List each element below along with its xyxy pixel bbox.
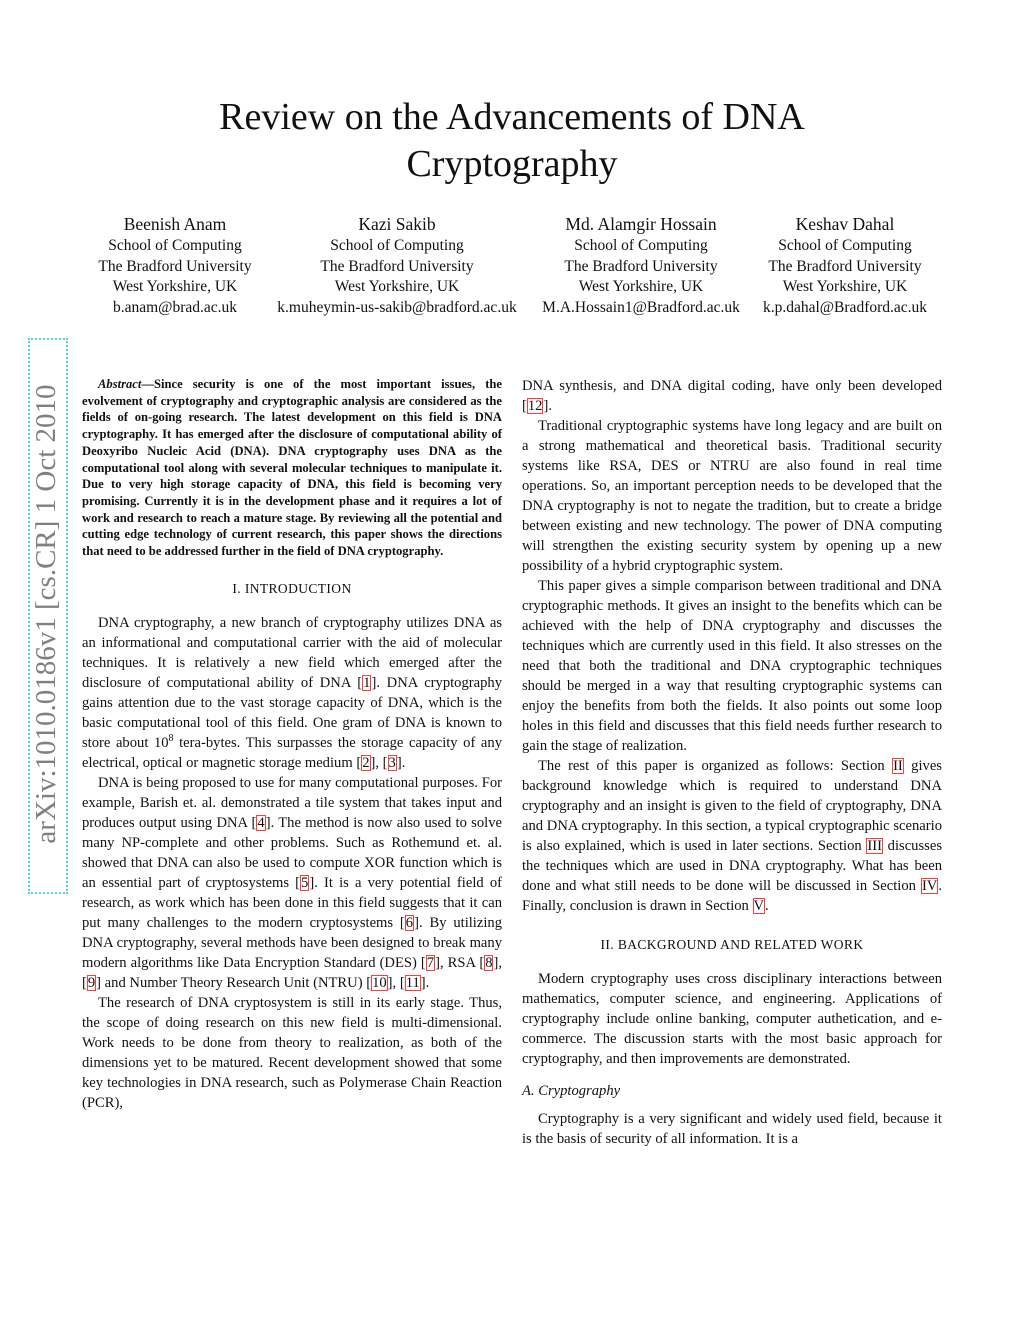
- author-location: West Yorkshire, UK: [782, 278, 908, 295]
- citation-link[interactable]: 8: [485, 954, 493, 971]
- citation-link[interactable]: 4: [257, 814, 265, 831]
- paragraph-comparison: This paper gives a simple comparison between traditional and DNA cryptographic methods. It gives an insight to the benefits which can be achieved with the help of DNA cryptography and discusses the techniques which are currently used in this field. It also stresses on the need that both the traditional and DNA cryptographic techniques should be merged in a way that resulting cryptographic systems can enjoy the benefits from both the fields. It also points out some loop holes in this field and discusses that this field needs further research to gain the stage of realization.: [522, 578, 942, 754]
- author-block-4: [750, 212, 940, 318]
- author-name: Keshav Dahal: [795, 214, 895, 234]
- right-column: [522, 376, 942, 1149]
- intro-paragraph-1: DNA cryptography, a new branch of cryptography utilizes DNA as an informational and computational carrier with the aid of molecular techniques. It is relatively a new field which emerged after the disclosure of computational ability of DNA [1]. DNA cryptography gains attention due to the vast storage capacity of DNA, which is the basic computational tool of this field. One gram of DNA is known to store about $10^8$ tera-bytes. This surpasses the storage capacity of any electrical, optical or magnetic storage medium [2], [3].: [82, 614, 502, 771]
- section-heading-background: II. BACKGROUND AND RELATED WORK: [600, 937, 864, 952]
- author-dept: School of Computing: [574, 237, 708, 254]
- author-email: M.A.Hossain1@Bradford.ac.uk: [542, 298, 740, 316]
- section-ref-link[interactable]: II: [893, 758, 903, 774]
- citation-link[interactable]: 11: [405, 974, 420, 991]
- citation-link[interactable]: 10: [372, 974, 387, 991]
- author-email: k.p.dahal@Bradford.ac.uk: [762, 298, 928, 316]
- abstract: [82, 376, 502, 560]
- author-name: Kazi Sakib: [358, 214, 436, 234]
- citation-link[interactable]: 3: [388, 754, 396, 771]
- citation-link[interactable]: 5: [301, 874, 309, 891]
- abstract-label: Abstract: [98, 377, 142, 391]
- paper-title: Review on the Advancements of DNA Cryptography: [219, 96, 805, 185]
- abstract-text: —Since security is one of the most important issues, the evolvement of cryptography and cryptographic analysis are considered as the fields of on-going research. The latest development on this field is DNA cryptography. It has emerged after the disclosure of computational ability of Deoxyribo Nucleic Acid (DNA). DNA cryptography uses DNA as the computational tool along with several molecular techniques to manipulate it. Due to very high storage capacity of DNA, this field is becoming very promising. Currently it is in the development phase and it requires a lot of work and research to reach a mature stage. By reviewing all the potential and cutting edge technology of current research, this paper shows the directions that need to be addressed further in the field of DNA cryptography.: [82, 377, 502, 559]
- paragraph-cryptography: Cryptography is a very significant and widely used field, because it is the basis of security of all information. It is a: [522, 1111, 942, 1147]
- author-name: Beenish Anam: [123, 214, 227, 234]
- arxiv-stamp[interactable]: arXiv:1010.0186v1 [cs.CR] 1 Oct 2010: [30, 384, 62, 844]
- author-univ: The Bradford University: [564, 257, 718, 275]
- author-dept: School of Computing: [778, 237, 912, 254]
- author-univ: The Bradford University: [320, 257, 474, 275]
- paragraph-organization: The rest of this paper is organized as follows: Section II gives background knowledge which is required to understand DNA cryptography and an insight is given to the field of cryptography, DNA and DNA cryptography. In this section, a typical cryptographic scenario is also explained, which is used in later sections. Section III discusses the techniques which are used in DNA cryptography. What has been done and what still needs to be done will be discussed in Section IV. Finally, conclusion is drawn in Section V.: [522, 758, 942, 914]
- paragraph-modern-crypto: Modern cryptography uses cross disciplinary interactions between mathematics, computer science, and engineering. Applications of cryptography include online banking, computer authetication, and e-commerce. The discussion starts with the most basic approach for cryptography, and then improvements are demonstrated.: [522, 971, 942, 1067]
- author-location: West Yorkshire, UK: [578, 278, 704, 295]
- left-column: [82, 376, 502, 1113]
- author-univ: The Bradford University: [98, 257, 252, 275]
- citation-link[interactable]: 12: [527, 398, 543, 414]
- author-dept: School of Computing: [330, 237, 464, 254]
- author-block-2: [266, 212, 528, 318]
- author-location: West Yorkshire, UK: [112, 278, 238, 295]
- section-heading-introduction: I. INTRODUCTION: [232, 580, 352, 596]
- author-dept: School of Computing: [108, 237, 242, 254]
- subsection-heading-cryptography: A. Cryptography: [522, 1083, 621, 1099]
- citation-link[interactable]: 1: [363, 674, 371, 691]
- citation-link[interactable]: 9: [87, 974, 96, 991]
- intro-paragraph-2: DNA is being proposed to use for many computational purposes. For example, Barish et. al. demonstrated a tile system that takes input and produces output using DNA [4]. The method is now also used to solve many NP-complete and other problems. Such as Rothemund et. al. showed that DNA can also be used to compute XOR function which is an essential part of cryptosystems [5]. It is a very potential field of research, as work which has been done in this field suggests that it can put many challenges to the modern cryptosystems [6]. By utilizing DNA cryptography, several methods have been designed to break many modern algorithms like Data Encryption Standard (DES) [7], RSA [8], [9] and Number Theory Research Unit (NTRU) [10], [11].: [82, 774, 502, 991]
- author-location: West Yorkshire, UK: [334, 278, 460, 295]
- citation-link[interactable]: 7: [426, 954, 435, 971]
- exponent: 8: [168, 732, 174, 744]
- author-email: b.anam@brad.ac.uk: [112, 298, 237, 316]
- author-block-1: [80, 212, 270, 318]
- author-email: k.muheymin-us-sakib@bradford.ac.uk: [277, 298, 517, 316]
- paragraph-traditional: Traditional cryptographic systems have long legacy and are built on a strong mathematical and theoretical basis. Traditional security systems like RSA, DES or NTRU are also found in real time operations. So, an important perception needs to be developed that the DNA cryptography is not to negate the tradition, but to create a bridge between existing and new technology. The power of DNA computing will strengthen the existing security system by opening up a new possibility of a hybrid cryptographic system.: [522, 418, 942, 574]
- section-ref-link[interactable]: V: [753, 898, 765, 914]
- citation-link[interactable]: 6: [405, 914, 414, 931]
- author-name: Md. Alamgir Hossain: [565, 214, 717, 234]
- section-ref-link[interactable]: IV: [921, 878, 938, 894]
- author-univ: The Bradford University: [768, 257, 922, 275]
- citation-link[interactable]: 2: [362, 754, 370, 771]
- section-ref-link[interactable]: III: [867, 838, 882, 854]
- paragraph-continued: DNA synthesis, and DNA digital coding, have only been developed [12].: [522, 378, 942, 414]
- author-block-3: [532, 212, 750, 318]
- intro-paragraph-3: The research of DNA cryptosystem is still in its early stage. Thus, the scope of doing research on this new field is multi-dimensional. Work needs to be done from theory to realization, as both of the dimensions yet to be matured. Recent development showed that some key technologies in DNA research, such as Polymerase Chain Reaction (PCR),: [82, 994, 502, 1111]
